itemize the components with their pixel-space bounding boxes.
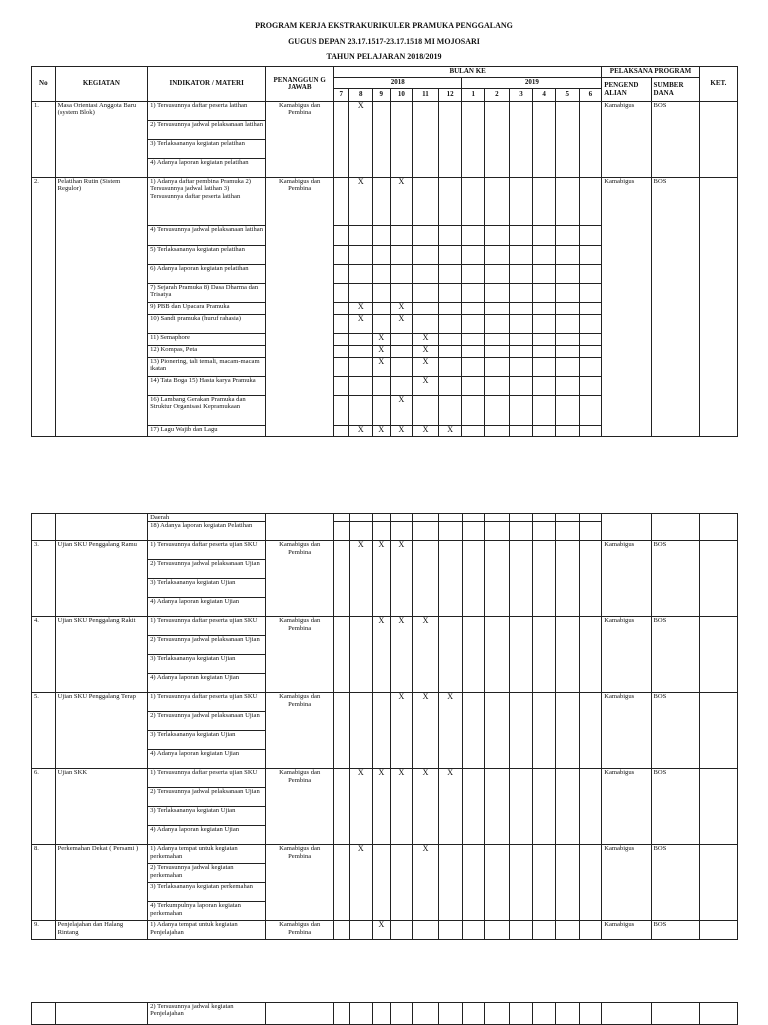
col-month: 2 bbox=[485, 89, 510, 102]
responsible-party: Kamabigus dan Pembina bbox=[266, 617, 334, 693]
schedule-mark: X bbox=[373, 346, 390, 358]
schedule-mark: X bbox=[438, 426, 462, 437]
fund-source: BOS bbox=[651, 845, 699, 921]
indicator-item: 1) Adanya daftar pembina Pramuka 2) Tersusunnya jadwal latihan 3) Tersusunnya daftar peserta latihan bbox=[148, 178, 266, 226]
row-number: 8. bbox=[32, 845, 56, 921]
indicator-item: 7) Sejarah Pramuka 8) Dasa Dharma dan Trisatya bbox=[148, 284, 266, 303]
col-year-2019: 2019 bbox=[462, 78, 602, 89]
table-row bbox=[32, 845, 738, 864]
indicator-item: 4) Adanya laporan kegiatan Ujian bbox=[148, 674, 266, 693]
col-bulan-ke: BULAN KE bbox=[334, 67, 602, 78]
row-number: 9. bbox=[32, 921, 56, 940]
schedule-mark: X bbox=[373, 921, 390, 940]
schedule-mark: X bbox=[349, 769, 373, 845]
row-number: 5. bbox=[32, 693, 56, 769]
indicator-item: 1) Tersusunnya daftar peserta ujian SKU bbox=[148, 693, 266, 712]
col-pengendalian: PENGEND ALIAN bbox=[602, 78, 651, 102]
table-row bbox=[32, 541, 738, 560]
schedule-mark: X bbox=[373, 334, 390, 346]
schedule-mark: X bbox=[413, 617, 439, 693]
schedule-mark: X bbox=[349, 426, 373, 437]
control-party: Kamabigus bbox=[602, 617, 651, 693]
indicator-item: 2) Tersusunnya jadwal pelaksanaan Ujian bbox=[148, 560, 266, 579]
schedule-mark: X bbox=[373, 617, 390, 693]
col-sumber-dana: SUMBER DANA bbox=[651, 78, 699, 102]
indicator-item: 3) Terlaksananya kegiatan Ujian bbox=[148, 579, 266, 598]
indicator-item: 11) Semaphore bbox=[148, 334, 266, 346]
indicator-item: 2) Tersusunnya jadwal pelaksanaan Ujian bbox=[148, 788, 266, 807]
col-month: 12 bbox=[438, 89, 462, 102]
activity-name: Ujian SKU Penggalang Terap bbox=[55, 693, 147, 769]
schedule-mark: X bbox=[390, 693, 413, 769]
col-month: 5 bbox=[555, 89, 579, 102]
responsible-party: Kamabigus dan Pembina bbox=[266, 541, 334, 617]
row-number: 3. bbox=[32, 541, 56, 617]
document-subtitle: GUGUS DEPAN 23.17.1517-23.17.1518 MI MOJOSARI bbox=[288, 37, 480, 46]
schedule-mark: X bbox=[413, 358, 439, 377]
indicator-item: 2) Tersusunnya jadwal pelaksanaan Ujian bbox=[148, 712, 266, 731]
indicator-item: 16) Lambang Gerakan Pramuka dan Struktur Organisasi Kepramukaan bbox=[148, 396, 266, 426]
fund-source: BOS bbox=[651, 921, 699, 940]
schedule-mark: X bbox=[390, 769, 413, 845]
indicator-item: 5) Terlaksananya kegiatan pelatihan bbox=[148, 246, 266, 265]
indicator-item: 10) Sandi pramuka (huruf rahasia) bbox=[148, 315, 266, 334]
fund-source: BOS bbox=[651, 541, 699, 617]
schedule-mark: X bbox=[438, 693, 462, 769]
schedule-mark: X bbox=[390, 178, 413, 226]
indicator-item: 1) Adanya tempat untuk kegiatan perkemahan bbox=[148, 845, 266, 864]
activity-name: Pelatihan Rutin (Sistem Regulor) bbox=[55, 178, 147, 437]
table-row bbox=[32, 769, 738, 788]
col-month: 4 bbox=[533, 89, 556, 102]
responsible-party: Kamabigus dan Pembina bbox=[266, 178, 334, 437]
schedule-mark: X bbox=[390, 617, 413, 693]
indicator-item: 12) Kompas, Peta bbox=[148, 346, 266, 358]
schedule-mark: X bbox=[413, 426, 439, 437]
schedule-mark: X bbox=[413, 346, 439, 358]
schedule-mark: X bbox=[438, 769, 462, 845]
indicator-item: 1) Tersusunnya daftar peserta ujian SKU bbox=[148, 541, 266, 560]
activity-name: Masa Orientasi Anggota Baru (system Blok) bbox=[55, 102, 147, 178]
schedule-mark: X bbox=[390, 396, 413, 426]
document-title: PROGRAM KERJA EKSTRAKURIKULER PRAMUKA PENGGALANG bbox=[255, 21, 513, 30]
table-row bbox=[32, 921, 738, 940]
indicator-item: 4) Adanya laporan kegiatan pelatihan bbox=[148, 159, 266, 178]
activity-name: Ujian SKU Penggalang Rakit bbox=[55, 617, 147, 693]
col-month: 11 bbox=[413, 89, 439, 102]
col-ket: KET. bbox=[699, 67, 737, 102]
indicator-item: Daerah bbox=[148, 514, 266, 522]
activity-name: Perkemahan Dekat ( Persami ) bbox=[55, 845, 147, 921]
schedule-mark: X bbox=[413, 769, 439, 845]
indicator-item: 4) Adanya laporan kegiatan Ujian bbox=[148, 826, 266, 845]
fund-source: BOS bbox=[651, 102, 699, 178]
responsible-party: Kamabigus dan Pembina bbox=[266, 693, 334, 769]
indicator-item: 3) Terlaksananya kegiatan perkemahan bbox=[148, 883, 266, 902]
indicator-item: 3) Terlaksananya kegiatan Ujian bbox=[148, 807, 266, 826]
indicator-item: 18) Adanya laporan kegiatan Pelatihan bbox=[148, 522, 266, 541]
row-number: 2. bbox=[32, 178, 56, 437]
indicator-item: 1) Adanya tempat untuk kegiatan Penjelajahan bbox=[148, 921, 266, 940]
col-no: No bbox=[32, 67, 56, 102]
indicator-item: 1) Tersusunnya daftar peserta ujian SKU bbox=[148, 617, 266, 636]
indicator-item: 9) PBB dan Upacara Pramuka bbox=[148, 303, 266, 315]
fund-source: BOS bbox=[651, 178, 699, 437]
indicator-item: 2) Tersusunnya jadwal pelaksanaan latihan bbox=[148, 121, 266, 140]
col-pelaksana: PELAKSANA PROGRAM bbox=[602, 67, 700, 78]
schedule-mark: X bbox=[349, 541, 373, 617]
schedule-mark: X bbox=[349, 315, 373, 334]
row-number: 6. bbox=[32, 769, 56, 845]
program-table-page-2 bbox=[31, 513, 738, 940]
indicator-item: 3) Terlaksananya kegiatan Ujian bbox=[148, 655, 266, 674]
indicator-item: 4) Terkumpulnya laporan kegiatan perkemahan bbox=[148, 902, 266, 921]
col-indikator: INDIKATOR / MATERI bbox=[148, 67, 266, 102]
table-row bbox=[32, 102, 738, 121]
schedule-mark: X bbox=[390, 541, 413, 617]
col-month: 8 bbox=[349, 89, 373, 102]
program-table-page-3 bbox=[31, 1002, 738, 1025]
responsible-party: Kamabigus dan Pembina bbox=[266, 102, 334, 178]
schedule-mark: X bbox=[390, 315, 413, 334]
col-month: 10 bbox=[390, 89, 413, 102]
indicator-item: 2) Tersusunnya jadwal kegiatan perkemahan bbox=[148, 864, 266, 883]
indicator-item: 14) Tata Boga 15) Hasta karya Pramuka bbox=[148, 377, 266, 396]
schedule-mark: X bbox=[349, 845, 373, 921]
activity-name: Ujian SKU Penggalang Ramu bbox=[55, 541, 147, 617]
control-party: Kamabigus bbox=[602, 769, 651, 845]
col-month: 3 bbox=[509, 89, 533, 102]
responsible-party: Kamabigus dan Pembina bbox=[266, 769, 334, 845]
fund-source: BOS bbox=[651, 617, 699, 693]
control-party: Kamabigus bbox=[602, 845, 651, 921]
col-penanggung-jawab: PENANGGUN G JAWAB bbox=[266, 67, 334, 102]
schedule-mark: X bbox=[373, 769, 390, 845]
indicator-item: 3) Terlaksananya kegiatan Ujian bbox=[148, 731, 266, 750]
col-month: 1 bbox=[462, 89, 485, 102]
control-party: Kamabigus bbox=[602, 178, 651, 437]
control-party: Kamabigus bbox=[602, 541, 651, 617]
schedule-mark: X bbox=[349, 102, 373, 178]
control-party: Kamabigus bbox=[602, 693, 651, 769]
responsible-party: Kamabigus dan Pembina bbox=[266, 921, 334, 940]
schedule-mark: X bbox=[373, 358, 390, 377]
indicator-item: 4) Adanya laporan kegiatan Ujian bbox=[148, 750, 266, 769]
col-kegiatan: KEGIATAN bbox=[55, 67, 147, 102]
schedule-mark: X bbox=[349, 178, 373, 226]
schedule-mark: X bbox=[413, 845, 439, 921]
program-table-page-1 bbox=[31, 66, 738, 437]
indicator-item: 1) Tersusunnya daftar peserta latihan bbox=[148, 102, 266, 121]
fund-source: BOS bbox=[651, 769, 699, 845]
fund-source: BOS bbox=[651, 693, 699, 769]
indicator-item: 17) Lagu Wajib dan Lagu bbox=[148, 426, 266, 437]
table-row bbox=[32, 617, 738, 636]
col-month: 6 bbox=[579, 89, 602, 102]
schedule-mark: X bbox=[373, 541, 390, 617]
indicator-item: 1) Tersusunnya daftar peserta ujian SKU bbox=[148, 769, 266, 788]
indicator-item: 2) Tersusunnya jadwal pelaksanaan Ujian bbox=[148, 636, 266, 655]
schedule-mark: X bbox=[413, 334, 439, 346]
control-party: Kamabigus bbox=[602, 102, 651, 178]
control-party: Kamabigus bbox=[602, 921, 651, 940]
schedule-mark: X bbox=[349, 303, 373, 315]
document-year: TAHUN PELAJARAN 2018/2019 bbox=[326, 52, 442, 61]
schedule-mark: X bbox=[390, 426, 413, 437]
activity-name: Ujian SKK bbox=[55, 769, 147, 845]
indicator-item: 2) Tersusunnya jadwal kegiatan Penjelajahan bbox=[148, 1003, 266, 1025]
activity-name: Penjelajahan dan Halang Rintang bbox=[55, 921, 147, 940]
schedule-mark: X bbox=[390, 303, 413, 315]
col-month: 9 bbox=[373, 89, 390, 102]
indicator-item: 4) Adanya laporan kegiatan Ujian bbox=[148, 598, 266, 617]
schedule-mark: X bbox=[413, 377, 439, 396]
col-year-2018: 2018 bbox=[334, 78, 462, 89]
table-row bbox=[32, 178, 738, 226]
responsible-party: Kamabigus dan Pembina bbox=[266, 845, 334, 921]
indicator-item: 3) Terlaksananya kegiatan pelatihan bbox=[148, 140, 266, 159]
row-number: 1. bbox=[32, 102, 56, 178]
row-number: 4. bbox=[32, 617, 56, 693]
indicator-item: 6) Adanya laporan kegiatan pelatihan bbox=[148, 265, 266, 284]
schedule-mark: X bbox=[413, 693, 439, 769]
indicator-item: 4) Tersusunnya jadwal pelaksanaan latihan bbox=[148, 226, 266, 246]
col-month: 7 bbox=[334, 89, 349, 102]
table-row bbox=[32, 693, 738, 712]
indicator-item: 13) Pionering, tali temali, macam-macam ikatan bbox=[148, 358, 266, 377]
schedule-mark: X bbox=[373, 426, 390, 437]
